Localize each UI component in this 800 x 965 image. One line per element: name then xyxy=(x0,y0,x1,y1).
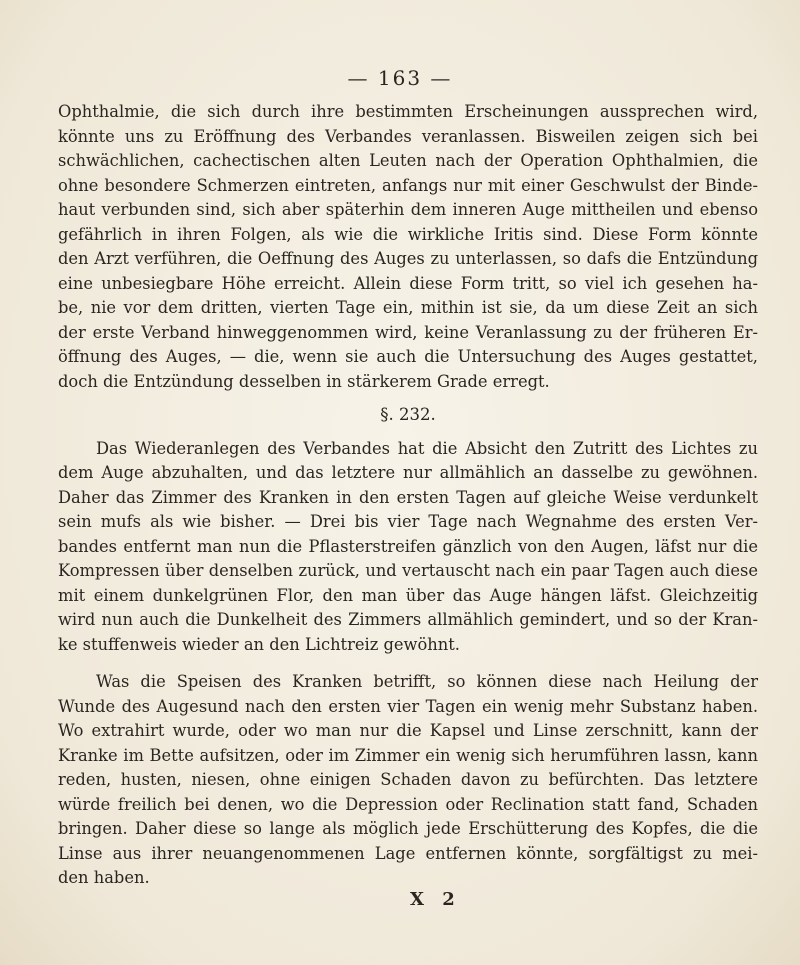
text-line: könnte uns zu Eröffnung des Verbandes veranlassen. Bisweilen zeigen sich bei xyxy=(58,126,758,146)
text-line: den Arzt verführen, die Oeffnung des Auges zu unterlassen, so dafs die Entzündung xyxy=(58,249,758,268)
text-line: be, nie vor dem dritten, vierten Tage ein, mithin ist sie, da um diese Zeit an sich xyxy=(58,298,758,317)
page-text xyxy=(58,100,758,891)
text-line: Kranke im Bette aufsitzen, oder im Zimmer ein wenig sich herumführen lassn, kann xyxy=(58,745,758,765)
paragraph-2 xyxy=(58,437,758,658)
text-line: Das Wiederanlegen des Verbandes hat die Absicht den Zutritt des Lichtes zu xyxy=(96,438,758,458)
text-line: haut verbunden sind, sich aber späterhin dem inneren Auge mittheilen und ebenso xyxy=(58,200,758,219)
text-line: dem Auge abzuhalten, und das letztere nur allmählich an dasselbe zu gewöhnen. xyxy=(58,463,758,482)
text-line: Kompressen über denselben zurück, und vertauscht nach ein paar Tagen auch diese xyxy=(58,561,758,580)
paragraph-3 xyxy=(58,670,758,891)
text-line: bringen. Daher diese so lange als möglich jede Erschütterung des Kopfes, die die xyxy=(58,819,758,838)
text-line: öffnung des Auges, — die, wenn sie auch die Untersuchung des Auges gestattet, xyxy=(58,347,758,366)
text-line: den haben. xyxy=(58,868,150,887)
signature-mark: X 2 xyxy=(410,889,461,910)
text-line: ke stuffenweis wieder an den Lichtreiz gewöhnt. xyxy=(58,634,460,654)
text-line: Wunde des Augesund nach den ersten vier Tagen ein wenig mehr Substanz haben. xyxy=(58,696,758,716)
text-line: mit einem dunkelgrünen Flor, den man über das Auge hängen läfst. Gleichzeitig xyxy=(58,585,758,605)
text-line: würde freilich bei denen, wo die Depression oder Reclination statt fand, Schaden xyxy=(58,794,758,814)
section-heading: §. 232. xyxy=(380,405,436,424)
text-line: wird nun auch die Dunkelheit des Zimmers allmählich gemindert, und so der Kran- xyxy=(58,610,758,629)
text-line: Daher das Zimmer des Kranken in den ersten Tagen auf gleiche Weise verdunkelt xyxy=(58,487,758,507)
text-line: gefährlich in ihren Folgen, als wie die wirkliche Iritis sind. Diese Form könnte xyxy=(58,224,758,244)
text-line: doch die Entzündung desselben in stärkerem Grade erregt. xyxy=(58,371,550,391)
text-line: reden, husten, niesen, ohne einigen Schaden davon zu befürchten. Das letztere xyxy=(58,770,758,789)
text-line: bandes entfernt man nun die Pflasterstreifen gänzlich von den Augen, läfst nur die xyxy=(58,536,758,556)
text-line: Was die Speisen des Kranken betrifft, so können diese nach Heilung der xyxy=(96,672,758,691)
text-line: eine unbesiegbare Höhe erreicht. Allein diese Form tritt, so viel ich gesehen ha- xyxy=(58,273,758,293)
text-line: Linse aus ihrer neuangenommenen Lage entfernen könnte, sorgfältigst zu mei- xyxy=(58,843,758,863)
text-line: der erste Verband hinweggenommen wird, keine Veranlassung zu der früheren Er- xyxy=(58,322,758,342)
text-line: sein mufs als wie bisher. — Drei bis vier Tage nach Wegnahme des ersten Ver- xyxy=(58,512,758,531)
text-line: ohne besondere Schmerzen eintreten, anfangs nur mit einer Geschwulst der Binde- xyxy=(58,175,758,195)
text-line: Ophthalmie, die sich durch ihre bestimmten Erscheinungen aussprechen wird, xyxy=(58,102,758,121)
text-line: schwächlichen, cachectischen alten Leuten nach der Operation Ophthalmien, die xyxy=(58,151,758,170)
text-line: Wo extrahirt wurde, oder wo man nur die Kapsel und Linse zerschnitt, kann der xyxy=(58,721,758,740)
page-number: — 163 — xyxy=(347,66,453,90)
paragraph-1 xyxy=(58,100,758,394)
